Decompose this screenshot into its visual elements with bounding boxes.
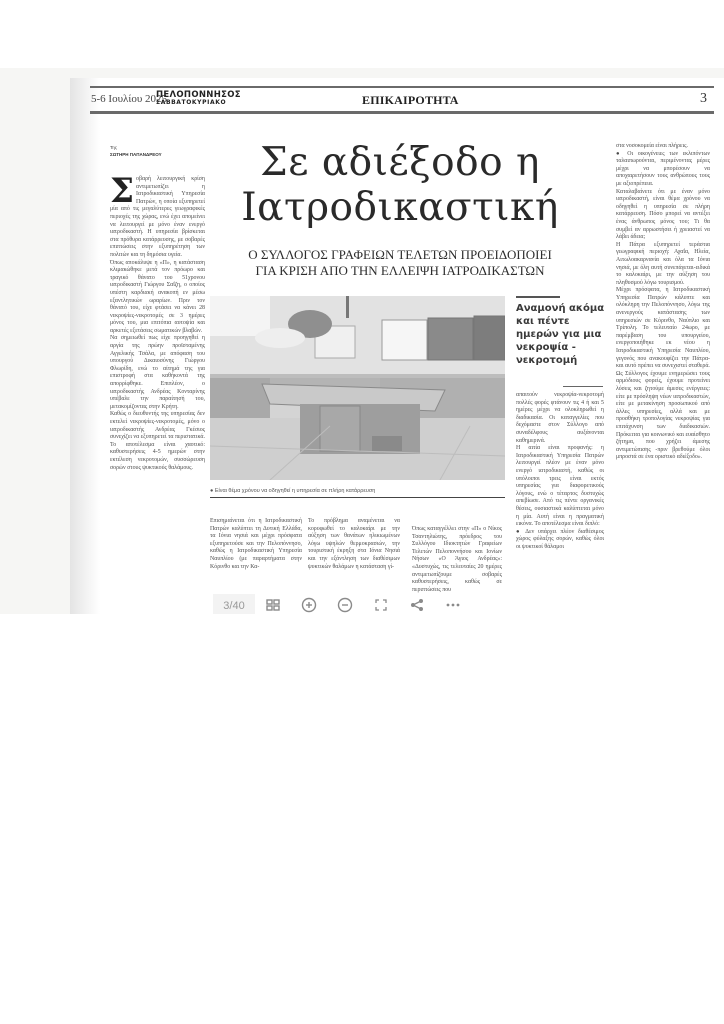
article-paragraph: ● Οι οικογένειες των εκλιπόντων ταλαιπωρούνται, περιμένοντας μέρες μέχρι να μπορέσουν να αποχαιρετήσουν τους ανθρώπους τους με αξιοπρέπεια. — [616, 150, 710, 187]
page-edge-shadow — [70, 78, 100, 614]
share-icon — [410, 598, 424, 612]
article-column-1 — [110, 171, 205, 472]
header-bottom-rule — [90, 111, 714, 114]
article-paragraph: Όπως καταγγέλλει στην «Π» ο Νίκος Τσαντηλιώτης, πρόεδρος του Συλλόγου Ιδιοκτητών Γραφείων Τελετών Πελοποννήσου και Ιονίων Νήσων «Ο Άγιος Ανδρέας»: «Δυστυχώς, τις τελευταίες 20 ημέρες αντιμετωπίζουμε σοβαρές καθυστερήσεις, καθώς σε περιπτώσεις που — [412, 526, 502, 593]
thumbnails-button[interactable] — [255, 594, 291, 616]
page-indicator[interactable]: 3/40 — [213, 594, 255, 616]
logo-title: ΠΕΛΟΠΟΝΝΗΣΟΣ — [156, 90, 241, 100]
article-paragraph: Το πρόβλημα αναμένεται να κορυφωθεί το καλοκαίρι με την αύξηση των θανάτων ηλικιωμένων λόγω υψηλών θερμοκρασιών, την τουριστική έκρηξη στα Ιόνια Νησιά και την εξάντληση των διαθέσιμων ψυκτικών θαλάμων η κατάσταση γί- — [308, 518, 400, 570]
more-options-button[interactable] — [435, 594, 471, 616]
more-dots-icon — [446, 603, 460, 607]
article-paragraph: Όπως αποκάλυψε η «Π», η κατάσταση κλιμακώθηκε μετά τον πρόωρο και τραγικό θάνατο του 51χρονου ιατροδικαστή Γιώργου Σαΐζη, ο οποίος υπέστη καρδιακή ανακοπή εν μέσω εξαντλητικών ωραρίων. Πριν τον θάνατό του, είχε φτάσει να κάνει 28 νεκροψίες-νεκροτομές σε 3 ημέρες μόνος του, μια επιτόπια αυτοψία και αρκετές εξετάσεις σωματικών βλαβών. — [110, 259, 205, 334]
sidebar-bottom-rule — [563, 386, 603, 387]
fullscreen-button[interactable] — [363, 594, 399, 616]
article-column-4 — [412, 526, 502, 594]
sidebar-headline: Αναμονή ακόμα και πέντε ημερών για μια νεκροψία - νεκροτομή — [516, 303, 605, 366]
article-headline: Σε αδιέξοδο η Ιατροδικαστική — [241, 140, 559, 230]
article-paragraph: ● Δεν υπάρχει πλέον διαθέσιμος χώρος φύλαξης σορών, καθώς όλοι οι ψυκτικοί θάλαμοι — [516, 528, 604, 550]
byline-prefix: Της — [110, 145, 118, 150]
expand-icon — [374, 598, 388, 612]
article-paragraph: Η Πάτρα εξυπηρετεί τεράστια γεωγραφική περιοχή: Αχαΐα, Ηλεία, Αιτωλοακαρνανία και όλα τα Ιόνια νησιά, με όλη αυτή συνεπάγεται-ειδικά το καλοκαίρι, με την αύξηση του πληθυσμού λόγω τουρισμού. — [616, 241, 710, 286]
share-button[interactable] — [399, 594, 435, 616]
byline-author: ΣΩΤΗΡΗ ΠΑΠΑΝΔΡΕΟΥ — [110, 152, 162, 157]
header-top-rule — [90, 86, 714, 88]
autopsy-room-photo — [210, 296, 505, 480]
article-paragraph: Η αιτία είναι προφανής: η Ιατροδικαστική Υπηρεσία Πατρών λειτουργεί πλέον με έναν μόνο ενεργό ιατροδικαστή, καθώς οι υπόλοιποι τρεις είναι εκτός υπηρεσίας για διαφορετικούς λόγους, ενώ ο τέταρτος δυστυχώς απεβίωσε. Από τις πέντε οργανικές θέσεις, ουσιαστικά καλύπτεται μόνο η μία. Αυτή είναι η πραγματική εικόνα. Το αποτέλεσμα είναι διπλό: — [516, 445, 604, 528]
photo-illustration — [210, 296, 505, 480]
drop-cap: Σ — [110, 171, 135, 211]
newspaper-logo — [156, 91, 241, 107]
sidebar-top-rule — [516, 296, 560, 298]
article-paragraph: Σοβαρή λειτουργική κρίση αντιμετωπίζει η Ιατροδικαστική Υπηρεσία Πατρών, η οποία εξυπηρετεί μία από τις μεγαλύτερες γεωγραφικές περιοχές της χώρας, ενώ έχει απομείνει να λειτουργεί με μόνο έναν ενεργό ιατροδικαστή. Η υπηρεσία βρίσκεται στα πρόθυρα κατάρρευσης, με σοβαρές επιπτώσεις στην εξυπηρέτηση των πολιτών και τη δημόσια υγεία. — [110, 171, 205, 258]
article-paragraph: Καθώς ο διευθυντής της υπηρεσίας δεν εκτελεί νεκροψίες-νεκροτομές, μόνο ο ιατροδικαστής Ανδρέας Γκέσιος συνεχίζει να εξυπηρετεί τα περιστατικά. Το αποτέλεσμα είναι χαοτικό: καθυστερήσεις 4-5 ημερών στην εκτέλεση νεκροτομών, συσσώρευση σορών στους ψυκτικούς θαλάμους. — [110, 411, 205, 471]
article-subheadline: Ο ΣΥΛΛΟΓΟΣ ΓΡΑΦΕΙΩΝ ΤΕΛΕΤΩΝ ΠΡΟΕΙΔΟΠΟΙΕΙ ΓΙΑ ΚΡΙΣΗ ΑΠΟ ΤΗΝ ΕΛΛΕΙΨΗ ΙΑΤΡΟΔΙΚΑΣΤΩΝ — [248, 247, 552, 278]
article-column-6 — [616, 143, 710, 462]
article-column-3 — [308, 518, 400, 571]
photo-caption: ● Είναι θέμα χρόνου να οδηγηθεί η υπηρεσία σε πλήρη κατάρρευση — [210, 488, 505, 498]
article-paragraph: στα νοσοκομεία είναι πλήρεις. — [616, 143, 688, 149]
article-column-5 — [516, 392, 604, 551]
logo-subtitle: ΣΑΒΒΑΤΟΚΥΡΙΑΚΟ — [156, 99, 227, 106]
article-paragraph: απαιτούν νεκροψία-νεκροτομή πολλές φορές φτάνουν τις 4 ή και 5 ημέρες μέχρι να ολοκληρωθεί η διαδικασία. Οι καταγγελίες που δεχόμαστε στον Σύλλογο από συναδέλφους αυξάνονται καθημερινά. — [516, 392, 604, 444]
article-paragraph: Μέχρι πρόσφατα, η Ιατροδικαστική Υπηρεσία Πατρών κάλυπτε και ολόκληρη την Πελοπόννησο, λόγω της ανενεργούς κατάστασης των υπηρεσιών σε Κόρινθο, Ναύπλιο και Τρίπολη. Το τελευταίο 24ωρο, με παρέμβαση του υπουργείου, ενεργοποιήθηκε εκ νέου η Ιατροδικαστική Υπηρεσία Ναυπλίου, γεγονός που ανακουφίζει την Πάτρα-και αυτό πρέπει να συνεχιστεί σταθερά. — [616, 287, 710, 370]
zoom-out-button[interactable] — [327, 594, 363, 616]
article-paragraph: Επισημαίνεται ότι η Ιατροδικαστική Πατρών καλύπτει τη Δυτική Ελλάδα, τα Ιόνια νησιά και μέχρι πρόσφατα εξυπηρετούσε και την Πελοπόννησο, καθώς η Ιατροδικαστική Υπηρεσία Ναυπλίου (με παραρτήματα στην Κόρινθο και την Κα- — [210, 518, 302, 570]
article-paragraph: Ως Σύλλογος έχουμε ενημερώσει τους αρμόδιους φορείς, έχουμε προτείνει λύσεις και ζητούμε άμεσες ενέργειες: είτε με πρόσληψη νέων ιατροδικαστών, είτε με μετακίνηση προσωπικού από άλλες υπηρεσίες, αλλά και με προσθήκη τροπολογίας νεκροψίας για επιτάχυνση των διαδικασιών. Πρόκειται για κοινωνικό και ευαίσθητο ζήτημα, που χρήζει άμεσης αντιμετώπισης -πριν βρεθούμε όλοι μπροστά σε ένα οριστικό αδιέξοδο». — [616, 370, 710, 461]
article-column-2 — [210, 518, 302, 571]
page-number: 3 — [700, 91, 707, 106]
article-paragraph: Καταλαβαίνετε ότι με έναν μόνο ιατροδικαστή, είναι θέμα χρόνου να οδηγηθεί η υπηρεσία σε πλήρη κατάρρευση. Πόσο μπορεί να αντέξει ένας άνθρωπος μόνος του; Τι θα συμβεί αν αρρωστήσει ή χρειαστεί να λάβει άδεια; — [616, 188, 710, 241]
section-title: ΕΠΙΚΑΙΡΟΤΗΤΑ — [362, 93, 459, 107]
viewer-toolbar — [207, 594, 479, 616]
zoom-in-button[interactable] — [291, 594, 327, 616]
article-paragraph: Να σημειωθεί πως είχε προηγηθεί η αργία της πρώην προϊσταμένης Αγγελικής Τσάλα, με απόφαση του υπουργού Δικαιοσύνης Γιώργου Φλωρίδη, ενώ το αίτημά της για επιστροφή στα καθήκοντά της απορρίφθηκε. Επιπλέον, ο ιατροδικαστής Ανδρέας Κονταρίνης υπέβαλε την παραίτησή του, μετακομίζοντας στην Κρήτη. — [110, 335, 205, 410]
issue-date: 5-6 Ιουλίου 2025 — [91, 93, 168, 105]
blank-area — [0, 614, 724, 1024]
grid-icon — [266, 599, 280, 611]
plus-circle-icon — [301, 597, 317, 613]
minus-circle-icon — [337, 597, 353, 613]
